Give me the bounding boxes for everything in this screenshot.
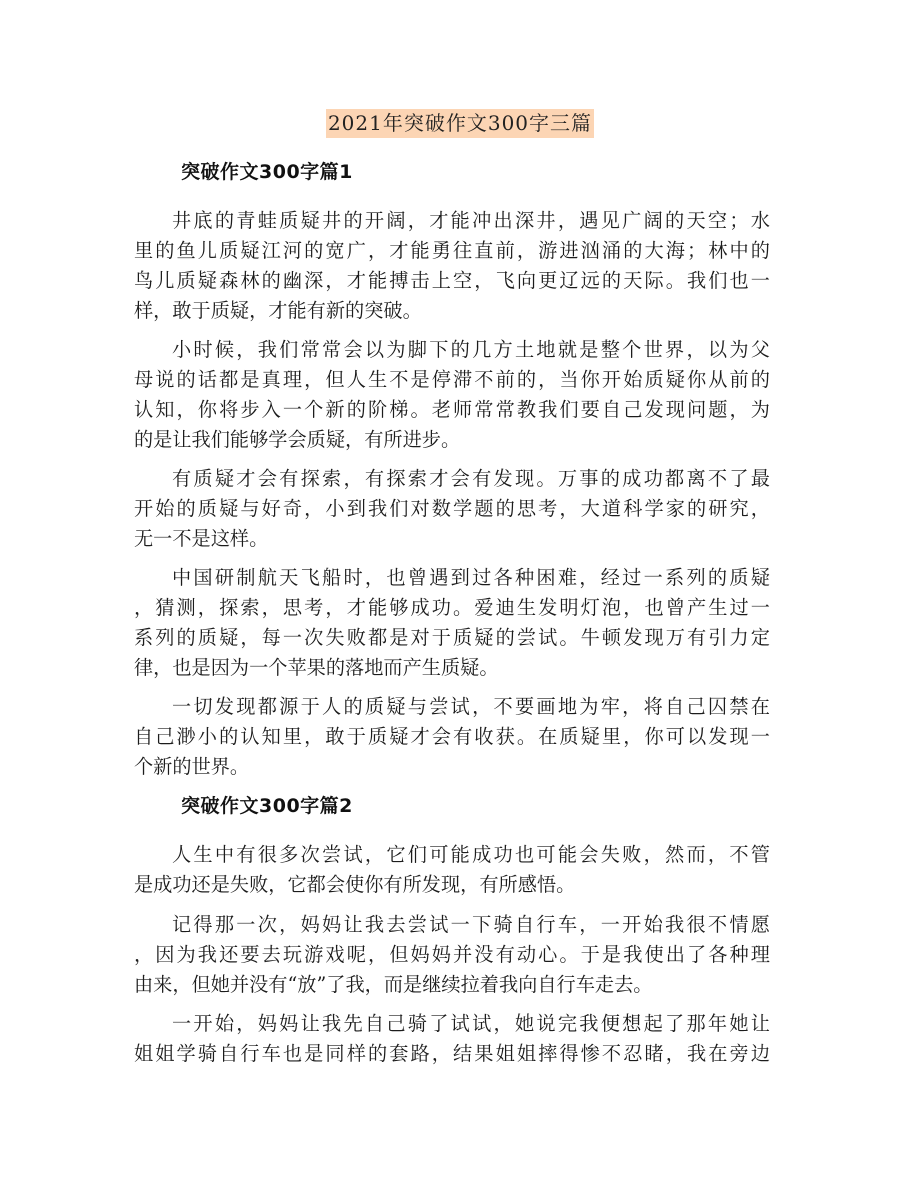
text-line: 开始的质疑与好奇，小到我们对数学题的思考，大道科学家的研究， — [134, 497, 770, 520]
text-line: 姐姐学骑自行车也是同样的套路，结果姐姐摔得惨不忍睹，我在旁边 — [134, 1042, 770, 1065]
document-title-wrap — [0, 109, 920, 138]
text-line: 井底的青蛙质疑井的开阔，才能冲出深井，遇见广阔的天空；水 — [172, 209, 770, 232]
paragraph — [134, 1009, 770, 1069]
text-line: 人生中有很多次尝试，它们可能成功也可能会失败，然而，不管 — [172, 843, 770, 866]
text-line: 中国研制航天飞船时，也曾遇到过各种困难，经过一系列的质疑 — [172, 566, 770, 589]
paragraph — [134, 910, 770, 1000]
section-heading-2: 突破作文300字篇2 — [181, 795, 353, 817]
text-line: 一切发现都源于人的质疑与尝试，不要画地为牢，将自己囚禁在 — [172, 695, 770, 718]
text-line: 小时候，我们常常会以为脚下的几方土地就是整个世界，以为父 — [172, 338, 770, 361]
text-line: 一开始，妈妈让我先自己骑了试试，她说完我便想起了那年她让 — [172, 1012, 770, 1035]
text-line: ，猜测，探索，思考，才能够成功。爱迪生发明灯泡，也曾产生过一 — [134, 596, 770, 619]
text-line: 里的鱼儿质疑江河的宽广，才能勇往直前，游进汹涌的大海；林中的 — [134, 239, 770, 262]
text-line: 个新的世界。 — [134, 755, 250, 778]
text-line: 记得那一次，妈妈让我去尝试一下骑自行车，一开始我很不情愿 — [172, 913, 770, 936]
section-heading-1: 突破作文300字篇1 — [181, 161, 353, 183]
text-line: 无一不是这样。 — [134, 527, 269, 550]
text-line: 鸟儿质疑森林的幽深，才能搏击上空，飞向更辽远的天际。我们也一 — [134, 269, 770, 292]
text-line: 的是让我们能够学会质疑，有所进步。 — [134, 428, 461, 451]
paragraph — [134, 464, 770, 554]
paragraph — [134, 563, 770, 683]
text-line: 母说的话都是真理，但人生不是停滞不前的，当你开始质疑你从前的 — [134, 368, 770, 391]
text-line: 自己渺小的认知里，敢于质疑才会有收获。在质疑里，你可以发现一 — [134, 725, 770, 748]
paragraph — [134, 206, 770, 326]
document-title: 2021年突破作文300字三篇 — [326, 109, 594, 138]
text-line: 由来，但她并没有“放”了我，而是继续拉着我向自行车走去。 — [134, 973, 653, 996]
paragraph — [134, 335, 770, 455]
text-line: 有质疑才会有探索，有探索才会有发现。万事的成功都离不了最 — [172, 467, 770, 490]
text-line: 系列的质疑，每一次失败都是对于质疑的尝试。牛顿发现万有引力定 — [134, 626, 770, 649]
paragraph — [134, 840, 770, 900]
text-line: 律，也是因为一个苹果的落地而产生质疑。 — [134, 656, 499, 679]
text-line: ，因为我还要去玩游戏呢，但妈妈并没有动心。于是我使出了各种理 — [134, 943, 770, 966]
paragraph — [134, 692, 770, 782]
text-line: 是成功还是失败，它都会使你有所发现，有所感悟。 — [134, 873, 576, 896]
text-line: 认知，你将步入一个新的阶梯。老师常常教我们要自己发现问题，为 — [134, 398, 770, 421]
text-line: 样，敢于质疑，才能有新的突破。 — [134, 299, 422, 322]
